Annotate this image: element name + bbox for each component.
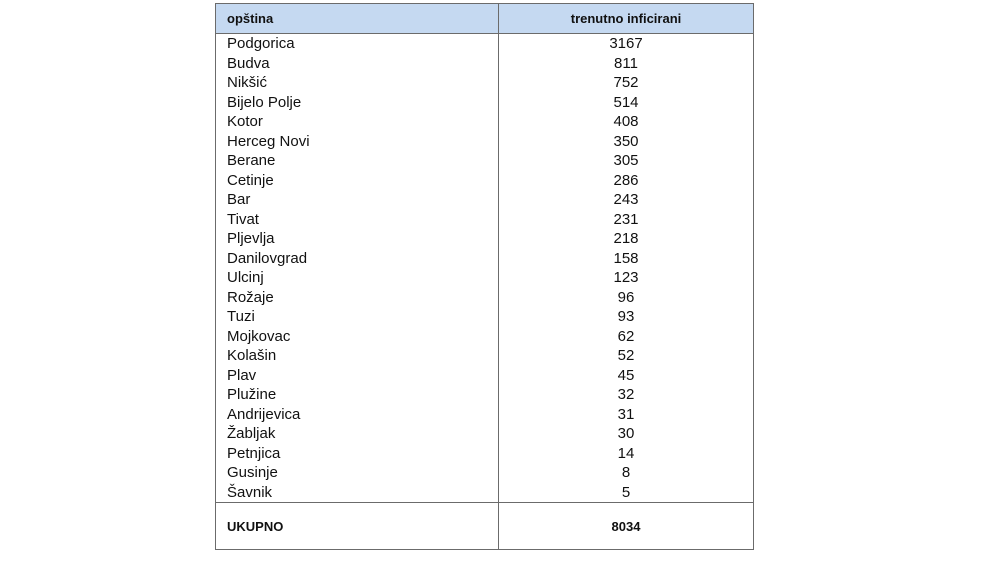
table-row: [216, 54, 754, 74]
infected-count: 811: [499, 54, 754, 74]
infected-count: 286: [499, 171, 754, 191]
municipality-name: Mojkovac: [216, 327, 499, 347]
infected-count: 52: [499, 346, 754, 366]
infected-count: 218: [499, 229, 754, 249]
municipality-name: Žabljak: [216, 424, 499, 444]
table-row: [216, 307, 754, 327]
table-row: [216, 171, 754, 191]
municipality-name: Tuzi: [216, 307, 499, 327]
municipality-name: Herceg Novi: [216, 132, 499, 152]
infected-count: 350: [499, 132, 754, 152]
infected-count: 45: [499, 366, 754, 386]
infected-count: 408: [499, 112, 754, 132]
table-row: [216, 93, 754, 113]
infected-count: 231: [499, 210, 754, 230]
municipality-name: Rožaje: [216, 288, 499, 308]
infected-count: 305: [499, 151, 754, 171]
infected-count: 31: [499, 405, 754, 425]
municipality-name: Plav: [216, 366, 499, 386]
total-value: 8034: [499, 503, 754, 550]
municipality-name: Berane: [216, 151, 499, 171]
infected-count: 752: [499, 73, 754, 93]
municipality-name: Bar: [216, 190, 499, 210]
table-row: [216, 151, 754, 171]
infected-count: 62: [499, 327, 754, 347]
municipality-name: Nikšić: [216, 73, 499, 93]
infected-count: 96: [499, 288, 754, 308]
municipality-name: Bijelo Polje: [216, 93, 499, 113]
table-row: [216, 112, 754, 132]
municipality-name: Gusinje: [216, 463, 499, 483]
table-row: [216, 73, 754, 93]
infected-count: 14: [499, 444, 754, 464]
municipality-name: Ulcinj: [216, 268, 499, 288]
table-row: [216, 483, 754, 503]
municipality-name: Plužine: [216, 385, 499, 405]
municipality-name: Šavnik: [216, 483, 499, 503]
municipality-name: Cetinje: [216, 171, 499, 191]
infected-count: 8: [499, 463, 754, 483]
table-row: [216, 229, 754, 249]
currently-infected-column-header: trenutno inficirani: [499, 4, 754, 34]
infected-count: 243: [499, 190, 754, 210]
table-row: [216, 190, 754, 210]
municipality-name: Budva: [216, 54, 499, 74]
table-row: [216, 288, 754, 308]
infections-by-municipality-table: [215, 3, 754, 550]
municipality-name: Kotor: [216, 112, 499, 132]
municipality-name: Kolašin: [216, 346, 499, 366]
table-row: [216, 268, 754, 288]
infected-count: 32: [499, 385, 754, 405]
municipality-name: Podgorica: [216, 34, 499, 54]
table-row: [216, 444, 754, 464]
table-row: [216, 249, 754, 269]
table-header-row: [216, 4, 754, 34]
table-row: [216, 346, 754, 366]
table-row: [216, 405, 754, 425]
table-row: [216, 34, 754, 54]
municipality-name: Tivat: [216, 210, 499, 230]
table-row: [216, 385, 754, 405]
municipality-name: Pljevlja: [216, 229, 499, 249]
infected-count: 123: [499, 268, 754, 288]
municipality-column-header: opština: [216, 4, 499, 34]
infected-count: 93: [499, 307, 754, 327]
table-row: [216, 463, 754, 483]
infected-count: 514: [499, 93, 754, 113]
total-row: [216, 503, 754, 550]
total-label: UKUPNO: [216, 503, 499, 550]
infected-count: 30: [499, 424, 754, 444]
table-row: [216, 327, 754, 347]
infected-count: 5: [499, 483, 754, 503]
municipality-name: Petnjica: [216, 444, 499, 464]
municipality-name: Danilovgrad: [216, 249, 499, 269]
table-row: [216, 210, 754, 230]
infected-count: 3167: [499, 34, 754, 54]
table-row: [216, 366, 754, 386]
table-row: [216, 132, 754, 152]
municipality-name: Andrijevica: [216, 405, 499, 425]
table-row: [216, 424, 754, 444]
table-body: [216, 34, 754, 503]
infected-count: 158: [499, 249, 754, 269]
